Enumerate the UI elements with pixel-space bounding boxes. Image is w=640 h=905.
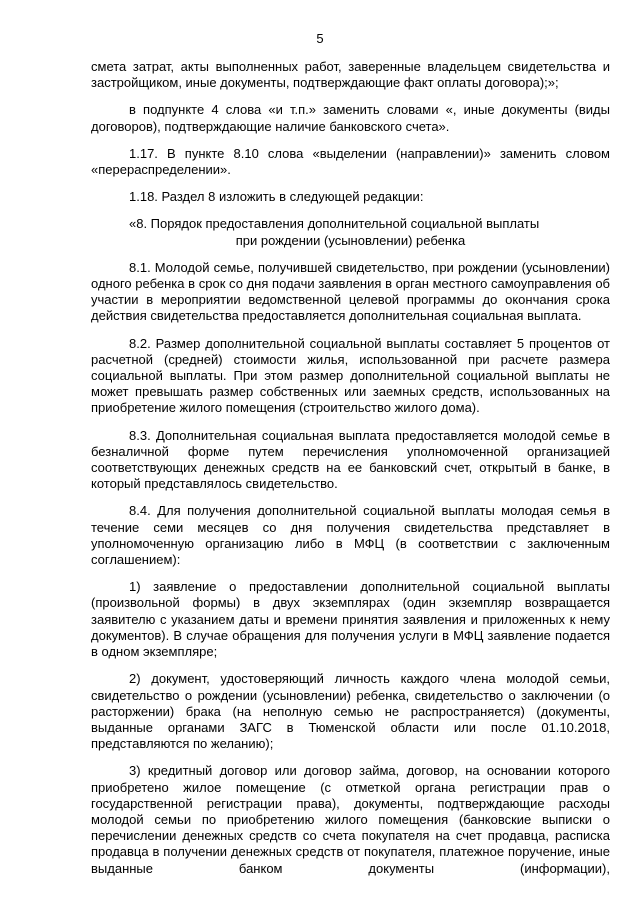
paragraph-item-1: 1) заявление о предоставлении дополнительной социальной выплаты (произвольной формы) в двух экземплярах (один экземпляр возвращается заявителю с указанием даты и времени принятия заявления и приложенных к нему документов). В случае обращения для получения услуги в МФЦ заявление подается в одном экземпляре; bbox=[91, 579, 610, 660]
paragraph-item-2: 2) документ, удостоверяющий личность каждого члена молодой семьи, свидетельство о рождении (усыновлении) ребенка, свидетельство о заключении (о расторжении) брака (на неполную семью не распространяется) (документы, выданные органами ЗАГС в Тюменской области или после 01.10.2018, представляются по желанию); bbox=[91, 671, 610, 752]
paragraph-8-4: 8.4. Для получения дополнительной социальной выплаты молодая семья в течение семи месяцев со дня получения свидетельства представляет в уполномоченную организацию либо в МФЦ (в соответствии с заключенным соглашением): bbox=[91, 503, 610, 568]
paragraph-8-1: 8.1. Молодой семье, получившей свидетельство, при рождении (усыновлении) одного ребенка в срок со дня подачи заявления в орган местного самоуправления об участии в мероприятии ведомственной целевой программы до окончания срока действия свидетельства предоставляется дополнительная социальная выплата. bbox=[91, 259, 610, 324]
paragraph-8-2: 8.2. Размер дополнительной социальной выплаты составляет 5 процентов от расчетной (средней) стоимости жилья, использованной при расчете размера социальной выплаты. При этом размер дополнительной социальной выплаты не может превышать размер собственных или заемных средств, использованных на приобретение жилого помещения (строительство жилого дома). bbox=[91, 335, 610, 416]
document-body bbox=[91, 59, 610, 888]
section-heading bbox=[91, 216, 610, 248]
paragraph-8-3: 8.3. Дополнительная социальная выплата предоставляется молодой семье в безналичной форме путем перечисления уполномоченной организацией соответствующих денежных средств на ее банковский счет, открытый в банке, в который представлялось свидетельство. bbox=[91, 427, 610, 492]
paragraph-1-18: 1.18. Раздел 8 изложить в следующей редакции: bbox=[129, 189, 424, 205]
section-heading-line2: при рождении (усыновлении) ребенка bbox=[235, 232, 466, 248]
paragraph-item-3: 3) кредитный договор или договор займа, договор, на основании которого приобретено жилое помещение (с отметкой органа регистрации прав о государственной регистрации права), документы, подтверждающие расходы молодой семьи по приобретению жилого помещения (банковские выписки о перечислении денежных средств со счета покупателя на счет продавца, расписка продавца в получении денежных средств от покупателя, платежное поручение, иные выданные банком документы (информации), bbox=[91, 763, 610, 876]
section-heading-line1: «8. Порядок предоставления дополнительной социальной выплаты bbox=[129, 216, 540, 232]
page-number: 5 bbox=[316, 31, 324, 46]
paragraph-subpoint-4: в подпункте 4 слова «и т.п.» заменить словами «, иные документы (виды договоров), подтверждающие наличие банковского счета». bbox=[91, 102, 610, 134]
paragraph-1-17: 1.17. В пункте 8.10 слова «выделении (направлении)» заменить словом «перераспределении». bbox=[91, 145, 610, 178]
paragraph-continuation: смета затрат, акты выполненных работ, заверенные владельцем свидетельства и застройщиком, иные документы, подтверждающие факт оплаты договора);»; bbox=[91, 59, 610, 91]
